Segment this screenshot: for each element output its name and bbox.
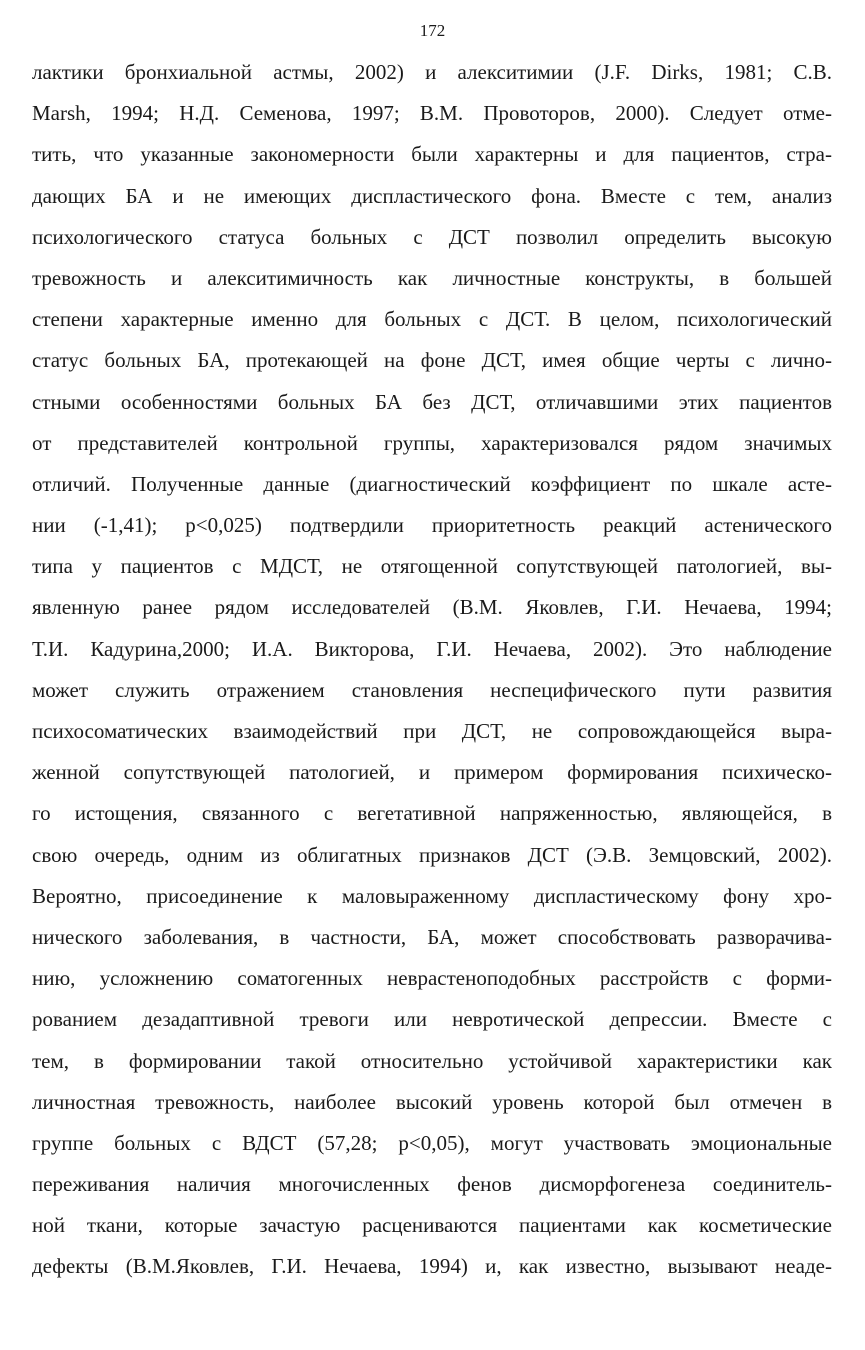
text-line: статус больных БА, протекающей на фоне ДСТ, имея общие черты с лично- [32, 348, 832, 373]
text-line: нического заболевания, в частности, БА, может способствовать разворачива- [32, 924, 832, 949]
text-line: Marsh, 1994; Н.Д. Семенова, 1997; В.М. Провоторов, 2000). Следует отме- [32, 101, 832, 126]
text-line: женной сопутствующей патологией, и примером формирования психическо- [32, 760, 832, 785]
page-number: 172 [419, 21, 446, 40]
text-line: тем, в формировании такой относительно устойчивой характеристики как [32, 1048, 832, 1073]
text-line: группе больных с ВДСТ (57,28; p<0,05), могут участвовать эмоциональные [32, 1130, 832, 1155]
text-line: явленную ранее рядом исследователей (В.М. Яковлев, Г.И. Нечаева, 1994; [32, 595, 832, 620]
text-line: Т.И. Кадурина,2000; И.А. Викторова, Г.И. Нечаева, 2002). Это наблюдение [32, 636, 832, 661]
text-line: дающих БА и не имеющих диспластического фона. Вместе с тем, анализ [32, 183, 832, 208]
text-line: типа у пациентов с МДСТ, не отягощенной сопутствующей патологией, вы- [32, 554, 832, 579]
text-line: тить, что указанные закономерности были характерны и для пациентов, стра- [32, 142, 832, 167]
body-text [32, 52, 832, 1288]
text-line: ной ткани, которые зачастую расцениваются пациентами как косметические [32, 1213, 832, 1238]
text-line: может служить отражением становления неспецифического пути развития [32, 677, 832, 702]
text-line: рованием дезадаптивной тревоги или невротической депрессии. Вместе с [32, 1007, 832, 1032]
text-line: го истощения, связанного с вегетативной напряженностью, являющейся, в [32, 801, 832, 826]
text-line: личностная тревожность, наиболее высокий уровень которой был отмечен в [32, 1089, 832, 1114]
text-line: Вероятно, присоединение к маловыраженному диспластическому фону хро- [32, 883, 832, 908]
text-line: от представителей контрольной группы, характеризовался рядом значимых [32, 430, 832, 455]
text-line: лактики бронхиальной астмы, 2002) и алекситимии (J.F. Dirks, 1981; С.В. [32, 60, 832, 84]
text-line: психологического статуса больных с ДСТ позволил определить высокую [32, 224, 832, 249]
text-line: свою очередь, одним из облигатных признаков ДСТ (Э.В. Земцовский, 2002). [32, 842, 832, 867]
text-line: стными особенностями больных БА без ДСТ, отличавшими этих пациентов [32, 389, 832, 414]
text-line: дефекты (В.М.Яковлев, Г.И. Нечаева, 1994) и, как известно, вызывают неаде- [32, 1254, 832, 1279]
text-line: тревожность и алекситимичность как личностные конструкты, в большей [32, 265, 832, 290]
text-line: нию, усложнению соматогенных неврастеноподобных расстройств с форми- [32, 966, 832, 991]
text-line: нии (-1,41); p<0,025) подтвердили приоритетность реакций астенического [32, 513, 832, 538]
text-line: отличий. Полученные данные (диагностический коэффициент по шкале асте- [32, 471, 832, 496]
text-line: психосоматических взаимодействий при ДСТ, не сопровождающейся выра- [32, 719, 832, 743]
text-line: степени характерные именно для больных с ДСТ. В целом, психологический [32, 307, 832, 332]
text-line: переживания наличия многочисленных фенов дисморфогенеза соединитель- [32, 1172, 832, 1197]
